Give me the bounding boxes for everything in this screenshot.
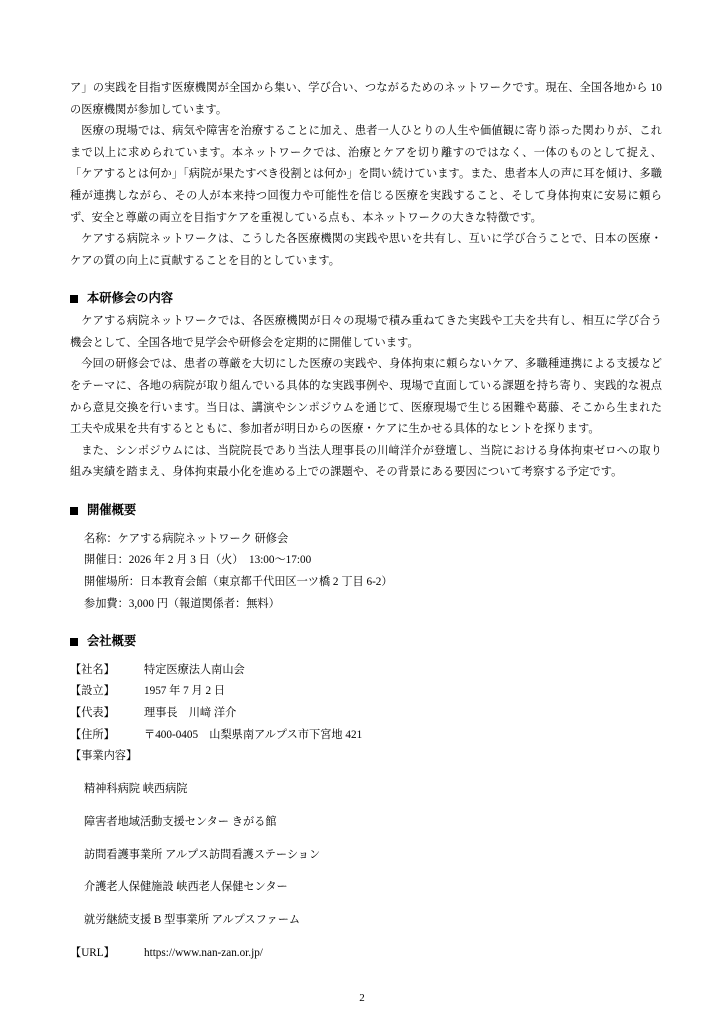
- section-heading-text: 開催概要: [87, 503, 137, 518]
- business-item-4: 介護老人保健施設 峡西老人保健センター: [84, 881, 288, 894]
- company-row-address: [70, 725, 662, 747]
- company-row-representative: [70, 703, 662, 725]
- section-body-training-content: [70, 311, 662, 484]
- business-item-1: 精神科病院 峡西病院: [84, 783, 188, 796]
- company-row-value: 〒400-0405 山梨県南アルプス市下宮地 421: [144, 728, 363, 741]
- company-row-url: [70, 943, 662, 965]
- training-paragraph-3: また、シンポジウムには、当院院長であり当法人理事長の川﨑洋介が登壇し、当院における身体拘束ゼロへの取り組み実績を踏まえ、身体拘束最小化を進める上での課題や、その背景にある要因について考察する予定です。: [70, 444, 662, 479]
- company-url-value[interactable]: https://www.nan-zan.or.jp/: [144, 947, 263, 960]
- company-row-value: 理事長 川﨑 洋介: [144, 707, 237, 720]
- square-bullet-icon: [70, 507, 78, 515]
- company-row-founded: [70, 681, 662, 703]
- training-paragraph-2: 今回の研修会では、患者の尊厳を大切にした医療の実践や、身体拘束に頼らないケア、多職種連携による支援などをテーマに、各地の病院が取り組んでいる具体的な実践事例や、現場で直面している課題を持ち寄り、実践的な視点から意見交換を行います。当日は、講演やシンポジウムを通じて、医療現場で生じる困難や葛藤、そこから生まれた工夫や成果を共有するとともに、参加者が明日からの医療・ケアに生かせる具体的なヒントを探ります。: [70, 358, 662, 436]
- company-row-key: 【社名】: [70, 663, 115, 676]
- company-row-name: [70, 660, 662, 682]
- event-line-date: 開催日：2026 年 2 月 3 日（火） 13:00～17:00: [84, 554, 312, 567]
- section-heading-training-content: [70, 289, 662, 309]
- company-url-key: 【URL】: [70, 947, 115, 960]
- company-row-key: 【住所】: [70, 728, 115, 741]
- company-row-key: 【代表】: [70, 707, 115, 720]
- intro-paragraph-2: 医療の現場では、病気や障害を治療することに加え、患者一人ひとりの人生や価値観に寄り添った関わりが、これまで以上に求められています。本ネットワークでは、治療とケアを切り離すのではなく、一体のものとして捉え、「ケアするとは何か」「病院が果たすべき役割とは何か」を問い続けています。また、患者本人の声に耳を傾け、多職種が連携しながら、その人が本来持つ回復力や可能性を信じる医療を実践すること、そして身体拘束に安易に頼らず、安全と尊厳の両立を目指すケアを重視している点も、本ネットワークの大きな特徴です。: [70, 125, 662, 224]
- intro-paragraph-1: ア」の実践を目指す医療機関が全国から集い、学び合い、つながるためのネットワークです。現在、全国各地から 10 の医療機関が参加しています。: [70, 82, 662, 116]
- event-line-venue: 開催場所：日本教育会館（東京都千代田区一ツ橋 2 丁目 6-2）: [84, 575, 393, 588]
- section-body-event-overview: [70, 523, 662, 615]
- section-body-company-overview: [70, 654, 662, 965]
- section-heading-event-overview: [70, 501, 662, 521]
- event-line-name: 名称：ケアする病院ネットワーク 研修会: [84, 532, 289, 545]
- section-training-content: [70, 289, 662, 484]
- section-company-overview: [70, 632, 662, 965]
- section-heading-text: 会社概要: [87, 634, 137, 649]
- square-bullet-icon: [70, 295, 78, 303]
- company-row-key: 【設立】: [70, 685, 115, 698]
- training-paragraph-1: ケアする病院ネットワークでは、各医療機関が日々の現場で積み重ねてきた実践や工夫を共有し、相互に学び合う機会として、全国各地で見学会や研修会を定期的に開催しています。: [70, 315, 662, 349]
- intro-paragraph-3: ケアする病院ネットワークは、こうした各医療機関の実践や思いを共有し、互いに学び合うことで、日本の医療・ケアの質の向上に貢献することを目的としています。: [70, 233, 662, 267]
- business-item-5: 就労継続支援 B 型事業所 アルプスファーム: [84, 914, 301, 927]
- company-business-key: 【事業内容】: [70, 750, 138, 763]
- business-item-2: 障害者地域活動支援センター きがる館: [84, 815, 277, 828]
- section-heading-text: 本研修会の内容: [87, 291, 174, 306]
- company-row-value: 特定医療法人南山会: [144, 663, 245, 676]
- company-row-business-label: [70, 746, 662, 768]
- section-heading-company-overview: [70, 632, 662, 652]
- company-row-value: 1957 年 7 月 2 日: [144, 685, 226, 698]
- business-item-3: 訪問看護事業所 アルプス訪問看護ステーション: [84, 848, 321, 861]
- section-event-overview: [70, 501, 662, 615]
- page-number: 2: [359, 992, 365, 1004]
- square-bullet-icon: [70, 638, 78, 646]
- event-line-fee: 参加費：3,000 円（報道関係者：無料）: [84, 597, 280, 610]
